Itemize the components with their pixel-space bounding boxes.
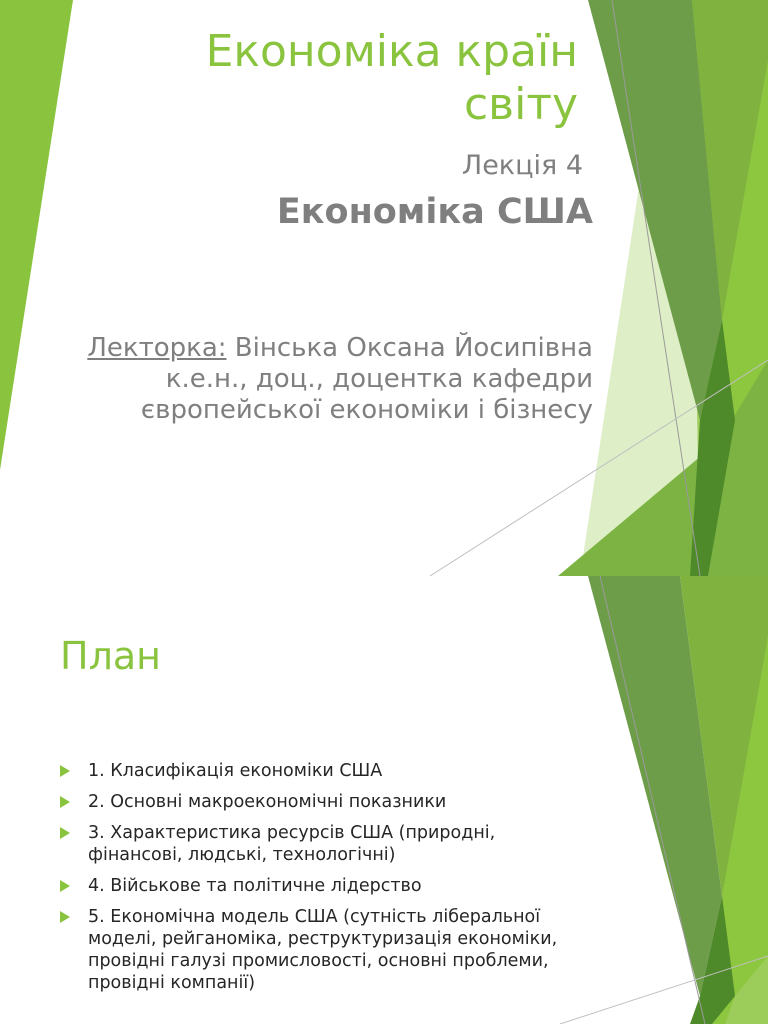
lecture-topic: Економіка США xyxy=(276,192,593,232)
plan-item-text: 1. Класифікація економіки США xyxy=(88,761,383,781)
plan-item-text: 4. Військове та політичне лідерство xyxy=(88,876,422,896)
triangle-bullet-icon xyxy=(60,765,70,777)
lecturer-name: Вінська Оксана Йосипівна к.е.н., доц., доцентка кафедри європейської економіки і бізнесу xyxy=(140,333,593,426)
triangle-bullet-icon xyxy=(60,911,70,923)
plan-title: План xyxy=(60,634,161,678)
lecturer-label: Лекторка: xyxy=(87,333,227,363)
presentation-title-line-1: Економіка країн xyxy=(205,26,578,77)
triangle-bullet-icon xyxy=(60,827,70,839)
triangle-bullet-icon xyxy=(60,880,70,892)
plan-item xyxy=(60,791,560,813)
plan-item-text: 3. Характеристика ресурсів США (природні, фінансові, людські, технологічні) xyxy=(88,823,496,865)
plan-item xyxy=(60,875,560,897)
plan-item-text: 5. Економічна модель США (сутність ліберальної моделі, рейганоміка, реструктуризація економіки, провідні галузі промисловості, основні проблеми, провідні компанії) xyxy=(88,907,558,993)
plan-list xyxy=(60,760,560,1003)
plan-item-text: 2. Основні макроекономічні показники xyxy=(88,792,447,812)
lecturer-info xyxy=(53,333,593,427)
plan-item xyxy=(60,906,560,994)
plan-slide xyxy=(0,576,768,1024)
triangle-bullet-icon xyxy=(60,796,70,808)
presentation-title-line-2: світу xyxy=(463,79,578,130)
plan-item xyxy=(60,760,560,782)
plan-item xyxy=(60,822,560,866)
lecture-number: Лекція 4 xyxy=(461,150,583,181)
